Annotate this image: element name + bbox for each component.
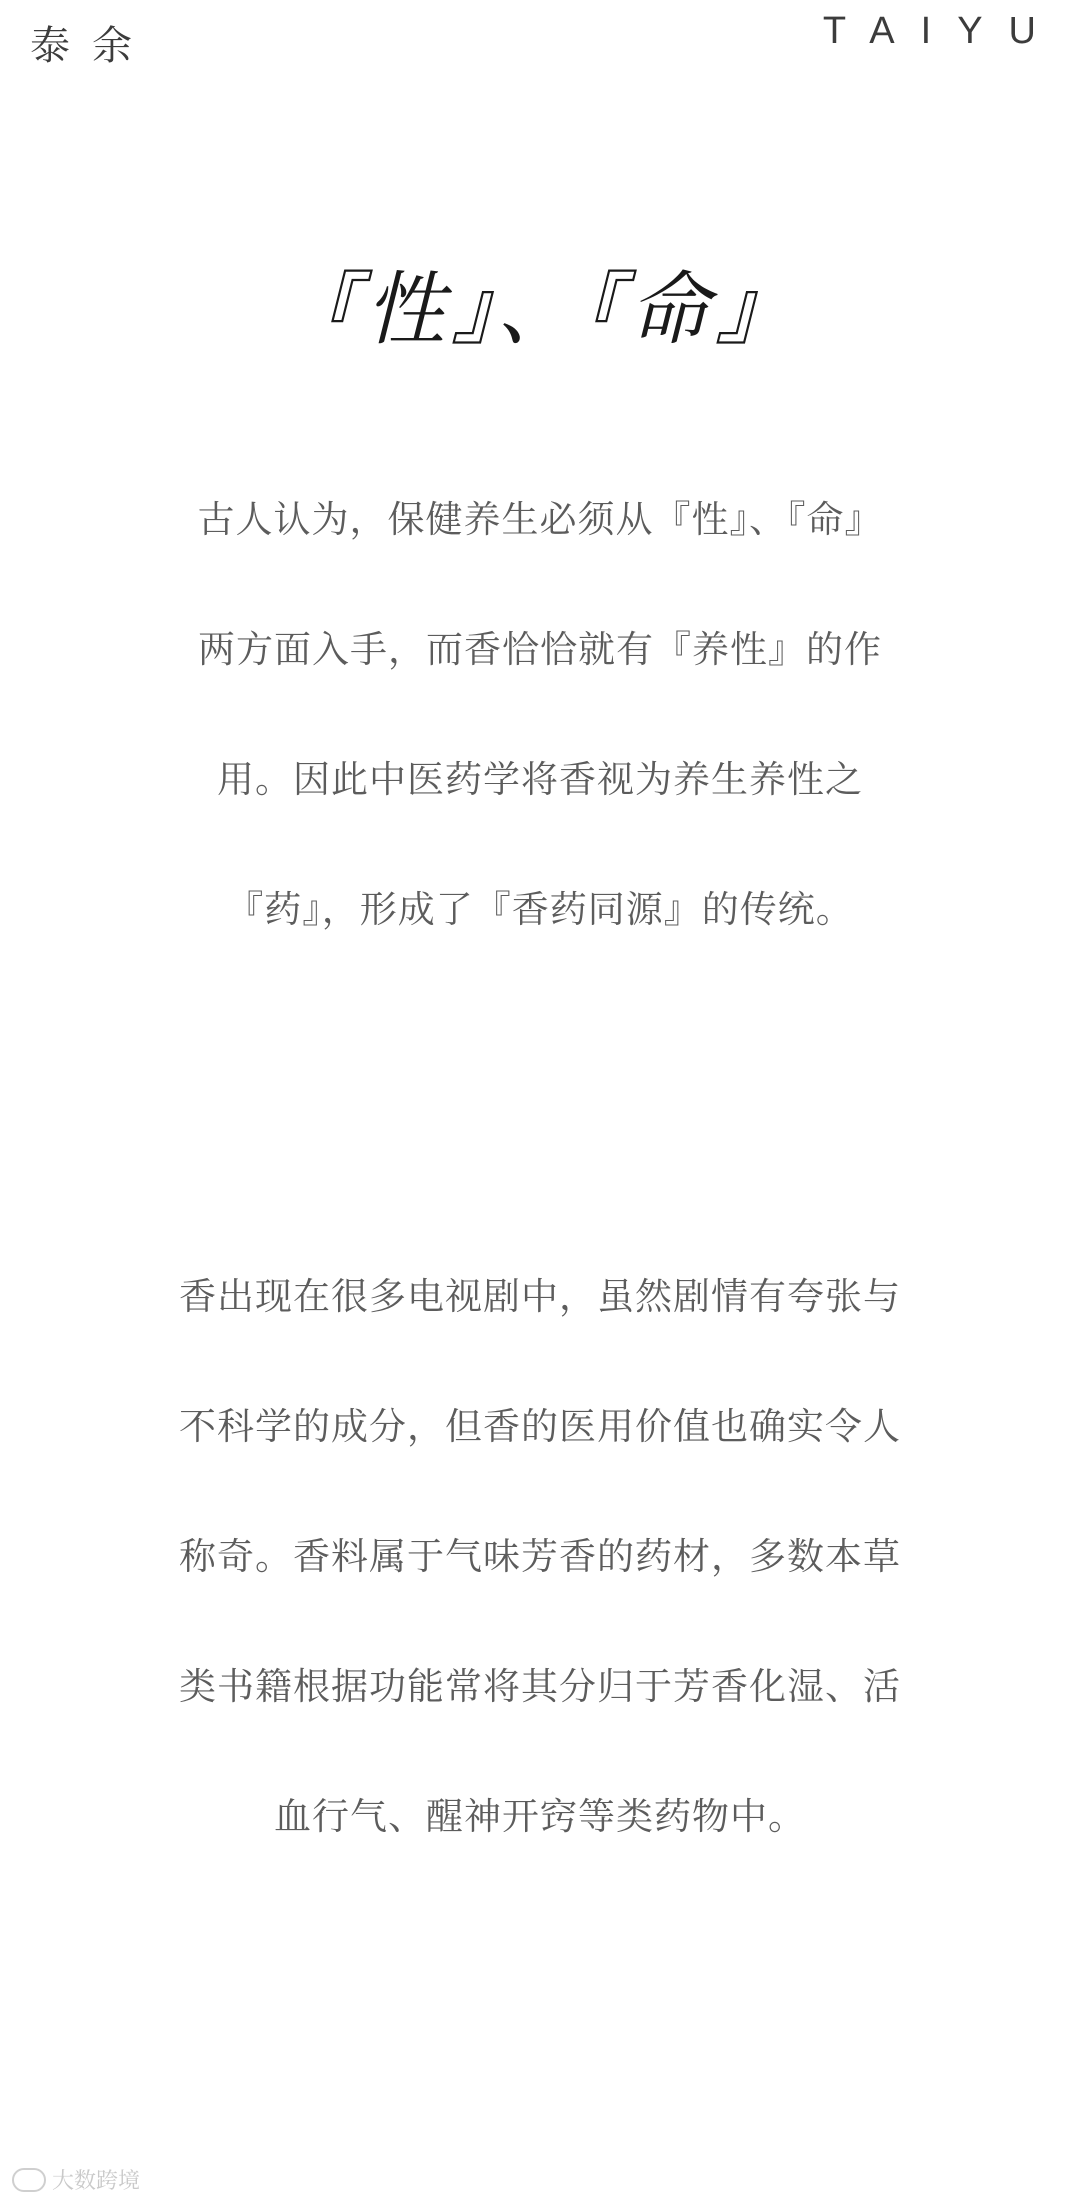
paragraph-line: 血行气、醒神开窍等类药物中。 bbox=[274, 1795, 806, 1838]
paragraph-line: 不科学的成分，但香的医用价值也确实令人 bbox=[179, 1405, 901, 1448]
paragraph-line: 『药』，形成了『香药同源』的传统。 bbox=[226, 888, 854, 931]
paragraph-line: 用。因此中医药学将香视为养生养性之 bbox=[217, 758, 863, 801]
paragraph-line: 类书籍根据功能常将其分归于芳香化湿、活 bbox=[179, 1665, 901, 1708]
watermark bbox=[12, 2164, 140, 2195]
brand-name-english: TAIYU bbox=[822, 10, 1062, 52]
paragraph-line: 两方面入手，而香恰恰就有『养性』的作 bbox=[198, 628, 882, 671]
paragraph-line: 古人认为，保健养生必须从『性』、『命』 bbox=[197, 498, 883, 541]
paragraph-1 bbox=[150, 455, 930, 975]
watermark-logo-icon bbox=[12, 2168, 46, 2192]
page-title: 『性』、『命』 bbox=[279, 263, 801, 356]
paragraph-line: 称奇。香料属于气味芳香的药材，多数本草 bbox=[179, 1535, 901, 1578]
watermark-text: 大数跨境 bbox=[52, 2169, 141, 2194]
paragraph-line: 香出现在很多电视剧中，虽然剧情有夸张与 bbox=[179, 1275, 901, 1318]
brand-name-chinese: 泰余 bbox=[30, 23, 154, 69]
paragraph-2 bbox=[150, 1232, 930, 1882]
